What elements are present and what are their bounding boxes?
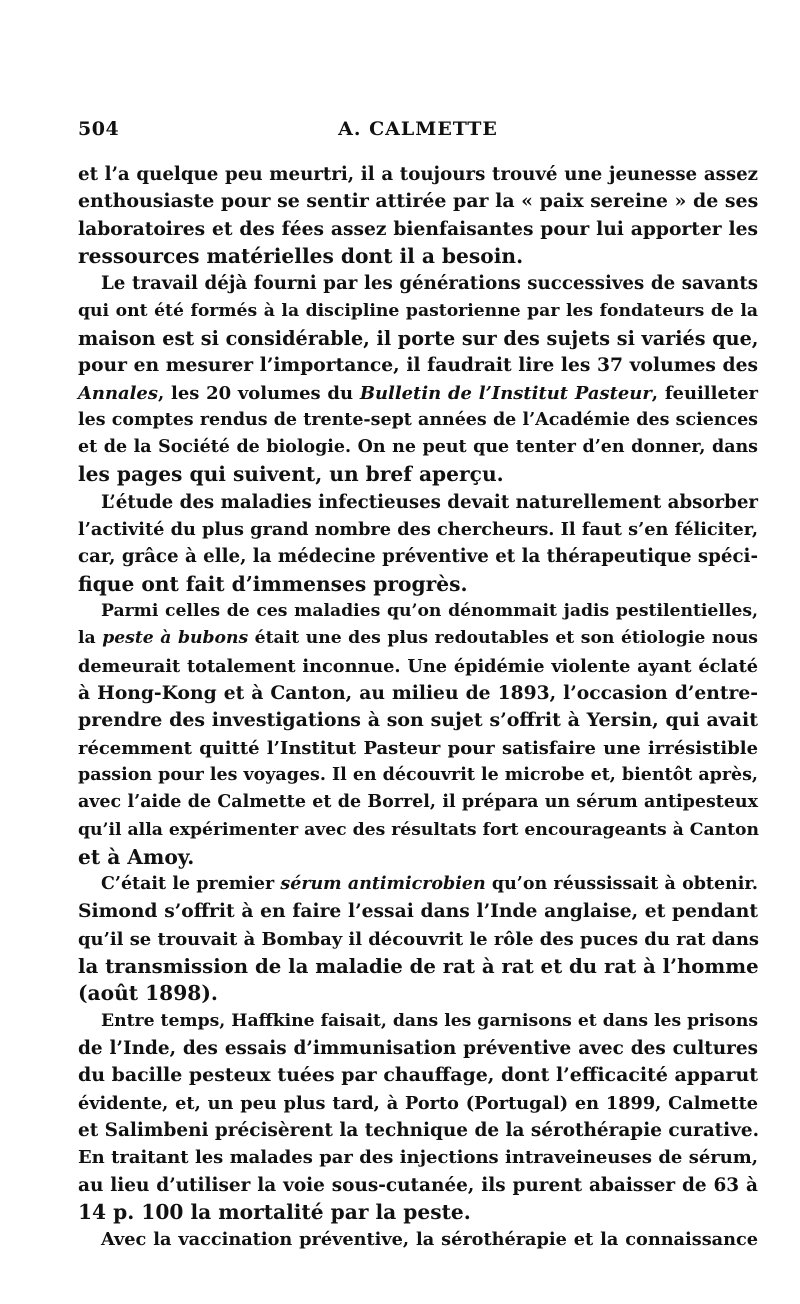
page-number: 504 [78,118,120,140]
text-line: qu’il alla expérimenter avec des résultats fort encourageants à Canton [78,819,759,840]
paragraph [78,1226,758,1253]
text-line: l’activité du plus grand nombre des chercheurs. Il faut s’en féliciter, [78,519,758,541]
text-line: passion pour les voyages. Il en découvrit le microbe et, bientôt après, [78,764,758,785]
text-line: Avec la vaccination préventive, la sérothérapie et la connaissance [101,1229,758,1251]
paragraph [78,270,758,489]
text-line: récemment quitté l’Institut Pasteur pour satisfaire une irrésistible [78,737,758,759]
text-line: et Salimbeni précisèrent la technique de la sérothérapie curative. [78,1119,760,1141]
text-line: les pages qui suivent, un bref aperçu. [78,462,504,487]
text-line: (août 1898). [78,981,218,1006]
text-line: Le travail déjà fourni par les générations successives de savants [101,273,758,295]
text-line: Parmi celles de ces maladies qu’on dénommait jadis pestilentielles, [101,601,758,621]
text-line: En traitant les malades par des injections intraveineuses de sérum, [78,1147,758,1169]
text-line: à Hong-Kong et à Canton, au milieu de 1893, l’occasion d’entre- [78,681,758,704]
text-line: maison est si considérable, il porte sur des sujets si variés que, [78,326,759,350]
paragraph [78,489,758,598]
text-line: demeurait totalement inconnue. Une épidémie violente ayant éclaté [78,655,758,677]
text-line: Entre temps, Haffkine faisait, dans les garnisons et dans les prisons [101,1010,759,1031]
text-line: enthousiaste pour se sentir attirée par la « paix sereine » de ses [78,190,759,213]
text-line: et à Amoy. [78,844,195,869]
paragraph [78,871,758,1008]
text-line: prendre des investigations à son sujet s’offrit à Yersin, qui avait [78,709,758,732]
text-line: qui ont été formés à la discipline pastorienne par les fondateurs de la [78,300,758,321]
text-line: la peste à bubons était une des plus redoutables et son étiologie nous [78,628,758,649]
text-line: fique ont fait d’immenses progrès. [78,571,468,596]
text-line: pour en mesurer l’importance, il faudrait lire les 37 volumes des [78,354,758,377]
text-line: Annales, les 20 volumes du Bulletin de l’Institut Pasteur, feuilleter [78,382,758,404]
paragraph [78,161,758,270]
paragraph [78,598,758,871]
text-line: et l’a quelque peu meurtri, il a toujours trouvé une jeunesse assez [78,164,758,185]
text-line: les comptes rendus de trente-sept années de l’Académie des sciences [78,409,758,430]
text-line: laboratoires et des fées assez bienfaisantes pour lui apporter les [78,217,758,240]
text-line: car, grâce à elle, la médecine préventive et la thérapeutique spéci- [78,546,758,568]
text-line: L’étude des maladies infectieuses devait naturellement absorber [101,491,758,513]
running-head: A. CALMETTE [338,118,498,140]
text-line: du bacille pesteux tuées par chauffage, dont l’efficacité apparut [78,1064,758,1087]
text-line: Simond s’offrit à en faire l’essai dans l’Inde anglaise, et pendant [78,900,758,923]
text-line: évidente, et, un peu plus tard, à Porto (Portugal) en 1899, Calmette [78,1092,758,1114]
text-line: la transmission de la maladie de rat à rat et du rat à l’homme [78,955,759,979]
text-line: qu’il se trouvait à Bombay il découvrit le rôle des puces du rat dans [78,928,760,950]
text-line: 14 p. 100 la mortalité par la peste. [78,1199,471,1224]
text-line: avec l’aide de Calmette et de Borrel, il prépara un sérum antipesteux [78,792,758,813]
text-line: C’était le premier sérum antimicrobien qu’on réussissait à obtenir. [101,874,758,895]
text-line: de l’Inde, des essais d’immunisation préventive avec des cultures [78,1038,758,1059]
page-header [78,118,758,148]
text-line: au lieu d’utiliser la voie sous-cutanée, ils purent abaisser de 63 à [78,1174,758,1196]
text-line: et de la Société de biologie. On ne peut que tenter d’en donner, dans [78,437,758,458]
body-text [78,161,758,1254]
paragraph [78,1008,758,1227]
text-line: ressources matérielles dont il a besoin. [78,243,524,268]
